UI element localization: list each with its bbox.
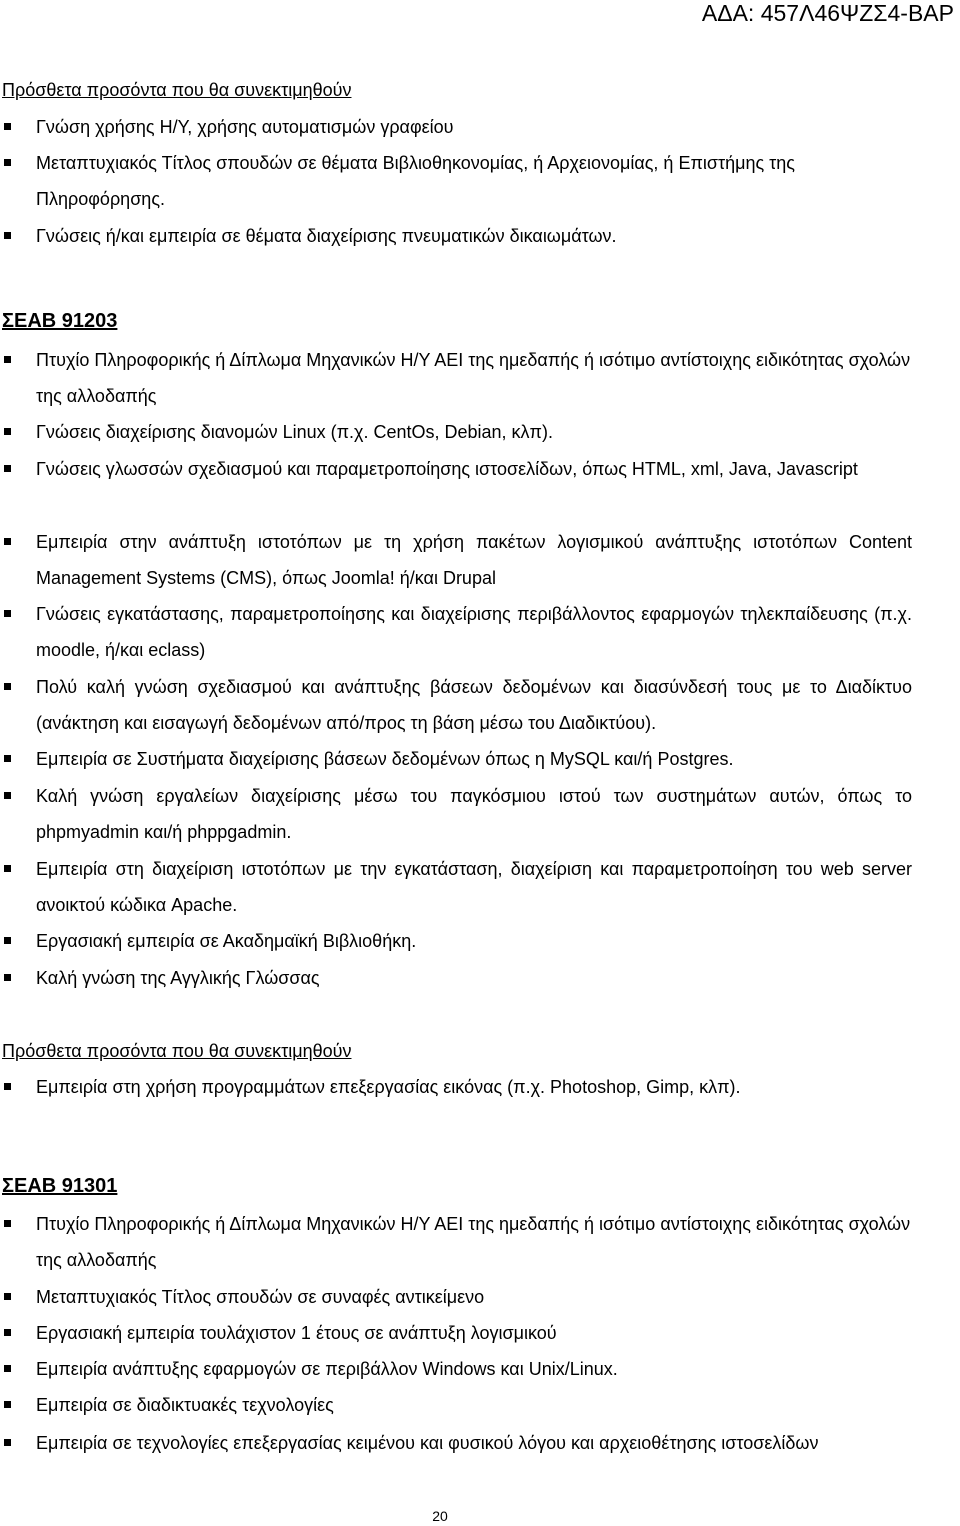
- square-bullet-icon: [4, 538, 11, 545]
- square-bullet-icon: [4, 1401, 11, 1408]
- list-item: [0, 414, 960, 450]
- list-item: [0, 1206, 960, 1278]
- list-item-text: Γνώσεις ή/και εμπειρία σε θέματα διαχείρισης πνευματικών δικαιωμάτων.: [36, 226, 617, 246]
- list-item-text: Μεταπτυχιακός Τίτλος σπουδών σε θέματα Βιβλιοθηκονομίας, ή Αρχειονομίας, ή Επιστήμης της Πληροφόρησης.: [36, 153, 795, 209]
- list-item: [0, 1069, 960, 1105]
- square-bullet-icon: [4, 1439, 11, 1446]
- list-item-text: Εμπειρία σε Συστήματα διαχείρισης βάσεων δεδομένων όπως η MySQL και/ή Postgres.: [36, 749, 734, 769]
- list-item: [0, 923, 960, 959]
- list-item-text: Εμπειρία στη διαχείριση ιστοτόπων με την εγκατάσταση, διαχείριση και παραμετροποίηση του web server ανοικτού κώδικα Apache.: [36, 859, 912, 915]
- list-item-text: Εμπειρία ανάπτυξης εφαρμογών σε περιβάλλον Windows και Unix/Linux.: [36, 1359, 618, 1379]
- list-item: [0, 451, 960, 487]
- list-item: [0, 669, 960, 741]
- list-item: [0, 145, 960, 217]
- square-bullet-icon: [4, 755, 11, 762]
- list-item-text: Γνώση χρήσης Η/Υ, χρήσης αυτοματισμών γραφείου: [36, 117, 454, 137]
- page-number: 20: [432, 1508, 448, 1524]
- section-heading: Πρόσθετα προσόντα που θα συνεκτιμηθούν: [2, 80, 352, 100]
- ada-code: ΑΔΑ: 457Λ46ΨΖΣ4-ΒΑΡ: [701, 0, 954, 26]
- square-bullet-icon: [4, 1083, 11, 1090]
- list-item-text: Πτυχίο Πληροφορικής ή Δίπλωμα Μηχανικών Η/Υ ΑΕΙ της ημεδαπής ή ισότιμο αντίστοιχης ειδικότητας σχολών της αλλοδαπής: [36, 1214, 911, 1270]
- square-bullet-icon: [4, 792, 11, 799]
- list-item: [0, 218, 960, 254]
- square-bullet-icon: [4, 1220, 11, 1227]
- square-bullet-icon: [4, 683, 11, 690]
- list-item-text: Γνώσεις διαχείρισης διανομών Linux (π.χ. CentOs, Debian, κλπ).: [36, 422, 553, 442]
- list-item: [0, 342, 960, 414]
- position-code-heading: ΣΕΑΒ 91301: [2, 1175, 118, 1197]
- square-bullet-icon: [4, 610, 11, 617]
- square-bullet-icon: [4, 1329, 11, 1336]
- list-item-text: Εργασιακή εμπειρία σε Ακαδημαϊκή Βιβλιοθήκη.: [36, 931, 417, 951]
- list-item: [0, 960, 960, 996]
- list-item-text: Εμπειρία σε διαδικτυακές τεχνολογίες: [36, 1395, 334, 1415]
- list-item-text: Καλή γνώση της Αγγλικής Γλώσσας: [36, 968, 320, 988]
- square-bullet-icon: [4, 937, 11, 944]
- list-item-text: Εμπειρία στην ανάπτυξη ιστοτόπων με τη χρήση πακέτων λογισμικού ανάπτυξης ιστοτόπων Content Management Systems (CMS), όπως Joomla! ή/και Drupal: [36, 532, 912, 588]
- position-code-heading: ΣΕΑΒ 91203: [2, 310, 118, 332]
- list-item-text: Εργασιακή εμπειρία τουλάχιστον 1 έτους σε ανάπτυξη λογισμικού: [36, 1323, 557, 1343]
- list-item: [0, 1351, 960, 1387]
- list-item: [0, 1315, 960, 1351]
- list-item: [0, 596, 960, 668]
- list-item: [0, 1279, 960, 1315]
- list-item-text: Εμπειρία σε τεχνολογίες επεξεργασίας κειμένου και φυσικού λόγου και αρχειοθέτησης ιστοσελίδων: [36, 1433, 819, 1453]
- list-item-text: Καλή γνώση εργαλείων διαχείρισης μέσω του παγκόσμιου ιστού των συστημάτων αυτών, όπως το phpmyadmin και/ή phppgadmin.: [36, 786, 912, 842]
- square-bullet-icon: [4, 159, 11, 166]
- square-bullet-icon: [4, 232, 11, 239]
- list-item-text: Εμπειρία στη χρήση προγραμμάτων επεξεργασίας εικόνας (π.χ. Photoshop, Gimp, κλπ).: [36, 1077, 741, 1097]
- list-item-text: Πολύ καλή γνώση σχεδιασμού και ανάπτυξης βάσεων δεδομένων και διασύνδεσή τους με το Διαδίκτυο (ανάκτηση και εισαγωγή δεδομένων από/προς τη βάση μέσω του Διαδικτύου).: [36, 677, 912, 733]
- section-heading: Πρόσθετα προσόντα που θα συνεκτιμηθούν: [2, 1041, 352, 1061]
- square-bullet-icon: [4, 428, 11, 435]
- list-item: [0, 1387, 960, 1423]
- square-bullet-icon: [4, 865, 11, 872]
- list-item-text: Πτυχίο Πληροφορικής ή Δίπλωμα Μηχανικών Η/Υ ΑΕΙ της ημεδαπής ή ισότιμο αντίστοιχης ειδικότητας σχολών της αλλοδαπής: [36, 350, 911, 406]
- list-item: [0, 741, 960, 777]
- square-bullet-icon: [4, 1293, 11, 1300]
- list-item: [0, 1425, 960, 1461]
- square-bullet-icon: [4, 1365, 11, 1372]
- square-bullet-icon: [4, 465, 11, 472]
- list-item-text: Γνώσεις εγκατάστασης, παραμετροποίησης και διαχείρισης περιβάλλοντος εφαρμογών τηλεκπαίδευσης (π.χ. moodle, ή/και eclass): [36, 604, 912, 660]
- list-item: [0, 109, 960, 145]
- list-item: [0, 851, 960, 923]
- square-bullet-icon: [4, 974, 11, 981]
- square-bullet-icon: [4, 356, 11, 363]
- list-item-text: Μεταπτυχιακός Τίτλος σπουδών σε συναφές αντικείμενο: [36, 1287, 485, 1307]
- list-item: [0, 524, 960, 596]
- square-bullet-icon: [4, 123, 11, 130]
- list-item-text: Γνώσεις γλωσσών σχεδιασμού και παραμετροποίησης ιστοσελίδων, όπως HTML, xml, Java, Javascript: [36, 459, 858, 479]
- list-item: [0, 778, 960, 850]
